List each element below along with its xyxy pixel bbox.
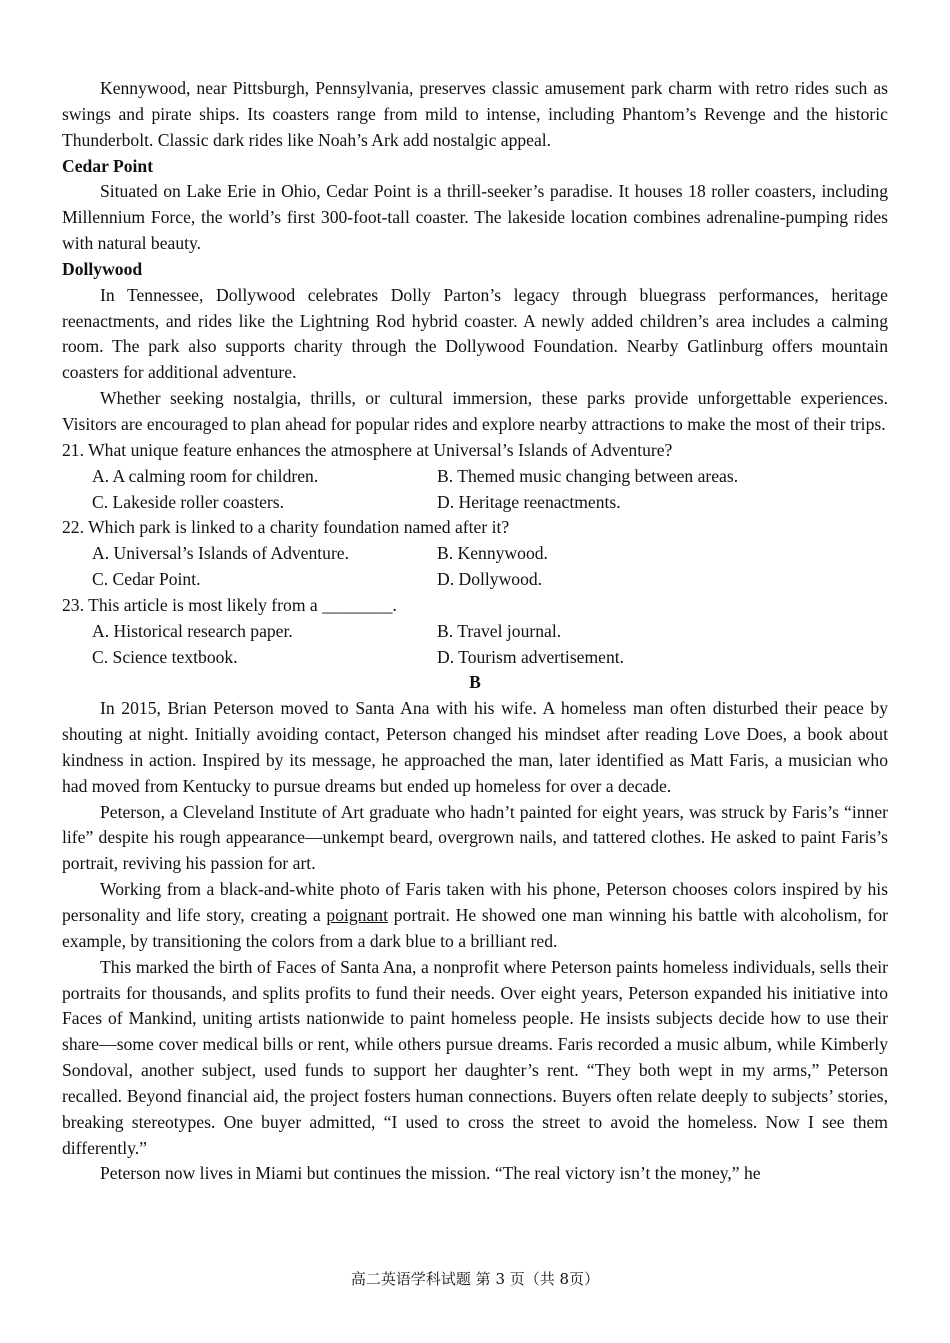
question-23-option-a: A. Historical research paper. [92, 620, 293, 641]
cedar-point-paragraph: Situated on Lake Erie in Ohio, Cedar Point is a thrill-seeker’s paradise. It houses 18 roller coasters, including Millennium Force, the world’s first 300-foot-tall coaster. The lakeside location combines adrenaline-pumping rides with natural beauty. [62, 181, 888, 254]
underlined-word-poignant: poignant [326, 905, 388, 925]
dollywood-paragraph: In Tennessee, Dollywood celebrates Dolly Parton’s legacy through bluegrass performances, heritage reenactments, and rides like the Lightning Rod hybrid coaster. A newly added children’s area includes a calming room. The park also supports charity through the Dollywood Foundation. Nearby Gatlinburg offers mountain coasters for additional adventure. [62, 284, 888, 383]
question-21-stem: 21. What unique feature enhances the atmosphere at Universal’s Islands of Adventure? [62, 439, 673, 460]
page-footer: 高二英语学科试题 第 3 页（共 8页） [350, 1270, 600, 1288]
question-21-option-b: B. Themed music changing between areas. [437, 465, 739, 486]
question-23-options-row-2 [62, 645, 888, 671]
question-23-options-row-1 [62, 619, 888, 645]
question-23-option-b: B. Travel journal. [437, 620, 562, 641]
section-b-paragraph-3 [62, 877, 888, 955]
page-content [62, 76, 888, 1187]
dollywood-heading: Dollywood [62, 258, 143, 279]
question-21-option-c: C. Lakeside roller coasters. [92, 491, 284, 512]
section-b-paragraph-1: In 2015, Brian Peterson moved to Santa Ana with his wife. A homeless man often disturbed their peace by shouting at night. Initially avoiding contact, Peterson changed his mindset after reading Love Does, a book about kindness in action. Inspired by its message, he approached the man, later identified as Matt Faris, a musician who had moved from Kentucky to pursue dreams but ended up homeless for over a decade. [62, 698, 888, 796]
question-22-stem: 22. Which park is linked to a charity foundation named after it? [62, 517, 510, 538]
question-22-option-b: B. Kennywood. [437, 543, 548, 564]
closing-paragraph: Whether seeking nostalgia, thrills, or cultural immersion, these parks provide unforgettable experiences. Visitors are encouraged to plan ahead for popular rides and explore nearby attractions to make the most of their trips. [62, 388, 888, 434]
question-22-option-c: C. Cedar Point. [92, 569, 201, 590]
question-21-options-row-2 [62, 490, 888, 516]
question-22-options-row-1 [62, 541, 888, 567]
paragraph-3-text-before: Working from a black-and-white photo of Faris taken with his phone, Peterson chooses colors inspired by his personality and life story, creating a [62, 879, 888, 925]
question-23-option-d: D. Tourism advertisement. [437, 646, 625, 667]
section-b-heading: B [469, 672, 481, 693]
kennywood-paragraph: Kennywood, near Pittsburgh, Pennsylvania, preserves classic amusement park charm with retro rides such as swings and pirate ships. Its coasters range from mild to intense, including Phantom’s Revenge and the historic Thunderbolt. Classic dark rides like Noah’s Ark add nostalgic appeal. [62, 78, 888, 150]
question-21-options-row-1 [62, 464, 888, 490]
question-22-options-row-2 [62, 567, 888, 593]
question-23-option-c: C. Science textbook. [92, 646, 238, 667]
section-b-paragraph-5: Peterson now lives in Miami but continues the mission. “The real victory isn’t the money,” he [100, 1163, 761, 1184]
question-22-option-d: D. Dollywood. [437, 569, 543, 590]
question-23-stem: 23. This article is most likely from a ________. [62, 594, 397, 615]
section-b-paragraph-2: Peterson, a Cleveland Institute of Art graduate who hadn’t painted for eight years, was struck by Faris’s “inner life” despite his rough appearance—unkempt beard, overgrown nails, and tattered clothes. He asked to paint Faris’s portrait, reviving his passion for art. [62, 801, 888, 874]
question-22-option-a: A. Universal’s Islands of Adventure. [92, 543, 350, 564]
question-21-option-d: D. Heritage reenactments. [437, 491, 621, 512]
paragraph-3-text-after: portrait. He showed one man winning his battle with alcoholism, for example, by transitioning the colors from a dark blue to a brilliant red. [62, 905, 888, 951]
cedar-point-heading: Cedar Point [62, 155, 154, 176]
question-21-option-a: A. A calming room for children. [92, 465, 319, 486]
section-b-paragraph-4: This marked the birth of Faces of Santa Ana, a nonprofit where Peterson paints homeless individuals, sells their portraits for thousands, and splits profits to fund their needs. Over eight years, Peterson expanded his initiative into Faces of Mankind, uniting artists nationwide to paint homeless people. He insists subjects decide how to use their share—some cover medical bills or rent, while others pursue dreams. Faris recorded a music album, while Kimberly Sondoval, another subject, used funds to support her daughter’s rent. “They both wept in my arms,” Peterson recalled. Beyond financial aid, the project fosters human connections. Buyers often relate deeply to subjects’ stories, breaking stereotypes. One buyer admitted, “I used to cross the street to avoid the homeless. Now I see them differently.” [62, 956, 888, 1158]
